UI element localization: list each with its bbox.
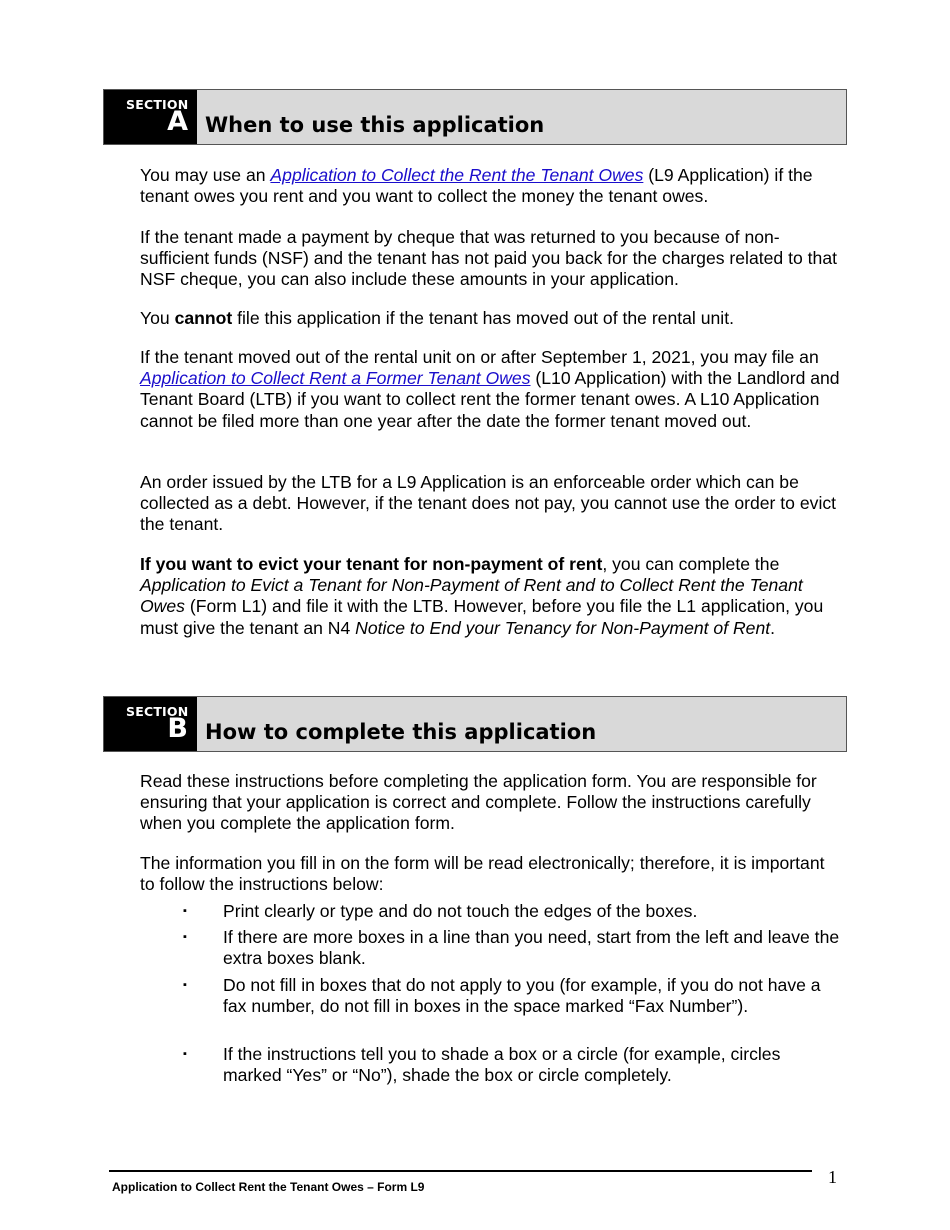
- section-a-label: [104, 90, 197, 144]
- section-a-paragraph-2: [140, 227, 840, 291]
- l9-application-link[interactable]: Application to Collect the Rent the Tenant Owes: [270, 165, 644, 185]
- text: You: [140, 308, 175, 328]
- bullet-icon: ▪: [183, 979, 187, 991]
- section-a-paragraph-6: [140, 554, 840, 639]
- notice-title: Notice to End your Tenancy for Non-Payment of Rent: [355, 617, 771, 638]
- section-word: SECTION: [126, 97, 189, 112]
- list-item-text: Print clearly or type and do not touch the edges of the boxes.: [223, 901, 698, 921]
- section-b-paragraph-1: [140, 771, 840, 835]
- text: (Form L1) and file it with the LTB. However, before you file the L1 application, you must give the tenant an N4: [140, 596, 824, 638]
- section-b-header: [103, 696, 847, 752]
- section-letter: B: [167, 713, 188, 744]
- bullet-icon: ▪: [183, 931, 187, 943]
- bullet-icon: ▪: [183, 905, 187, 917]
- section-letter: A: [167, 106, 188, 137]
- section-b-paragraph-2: [140, 853, 840, 895]
- footer-form-title: Application to Collect Rent the Tenant Owes – Form L9: [112, 1180, 425, 1194]
- text: (L10 Application) with the Landlord and Tenant Board (LTB) if you want to collect rent the former tenant owes. A L10 Application cannot be filed more than one year after the date the former tenant moved out.: [140, 368, 840, 431]
- list-item-text: Do not fill in boxes that do not apply to you (for example, if you do not have a fax number, do not fill in boxes in the space marked “Fax Number”).: [223, 975, 821, 1017]
- list-item-text: If there are more boxes in a line than you need, start from the left and leave the extra boxes blank.: [223, 927, 840, 969]
- emphasis: cannot: [174, 308, 233, 328]
- text: , you can complete the: [602, 554, 780, 574]
- section-a-paragraph-3: [140, 308, 840, 329]
- list-item-text: If the instructions tell you to shade a box or a circle (for example, circles marked “Yes” or “No”), shade the box or circle completely.: [223, 1044, 781, 1086]
- section-a-paragraph-1: [140, 165, 840, 207]
- text: (L9 Application) if the tenant owes you rent and you want to collect the money the tenant owes.: [140, 165, 813, 207]
- text: Read these instructions before completing the application form. You are responsible for ensuring that your application is correct and complete. Follow the instructions carefully when you complete the application form.: [140, 771, 817, 834]
- text: file this application if the tenant has moved out of the rental unit.: [232, 308, 734, 328]
- section-b-label: [104, 697, 197, 751]
- section-a-header: [103, 89, 847, 145]
- form-title: Application to Evict a Tenant for Non-Payment of Rent and to Collect Rent the Tenant Owes: [140, 575, 803, 617]
- section-a-title: When to use this application: [205, 113, 545, 137]
- section-a-paragraph-4: [140, 347, 840, 432]
- footer-divider: [109, 1170, 812, 1172]
- text: .: [770, 617, 776, 638]
- bullet-icon: ▪: [183, 1048, 187, 1060]
- text: The information you fill in on the form will be read electronically; therefore, it is important to follow the instructions below:: [140, 853, 825, 895]
- emphasis: If you want to evict your tenant for non-payment of rent: [140, 554, 603, 574]
- text: An order issued by the LTB for a L9 Application is an enforceable order which can be collected as a debt. However, if the tenant does not pay, you cannot use the order to evict the tenant.: [140, 472, 837, 535]
- section-b-title: How to complete this application: [205, 720, 597, 744]
- page-number: 1: [828, 1167, 837, 1187]
- text: If the tenant moved out of the rental unit on or after September 1, 2021, you may file an: [140, 347, 819, 367]
- text: If the tenant made a payment by cheque that was returned to you because of non-sufficient funds (NSF) and the tenant has not paid you back for the charges related to that NSF cheque, you can also include these amounts in your application.: [140, 227, 838, 290]
- text: You may use an: [140, 165, 271, 185]
- l10-application-link[interactable]: Application to Collect Rent a Former Tenant Owes: [140, 368, 531, 389]
- section-a-paragraph-5: [140, 472, 840, 536]
- section-word: SECTION: [126, 704, 189, 719]
